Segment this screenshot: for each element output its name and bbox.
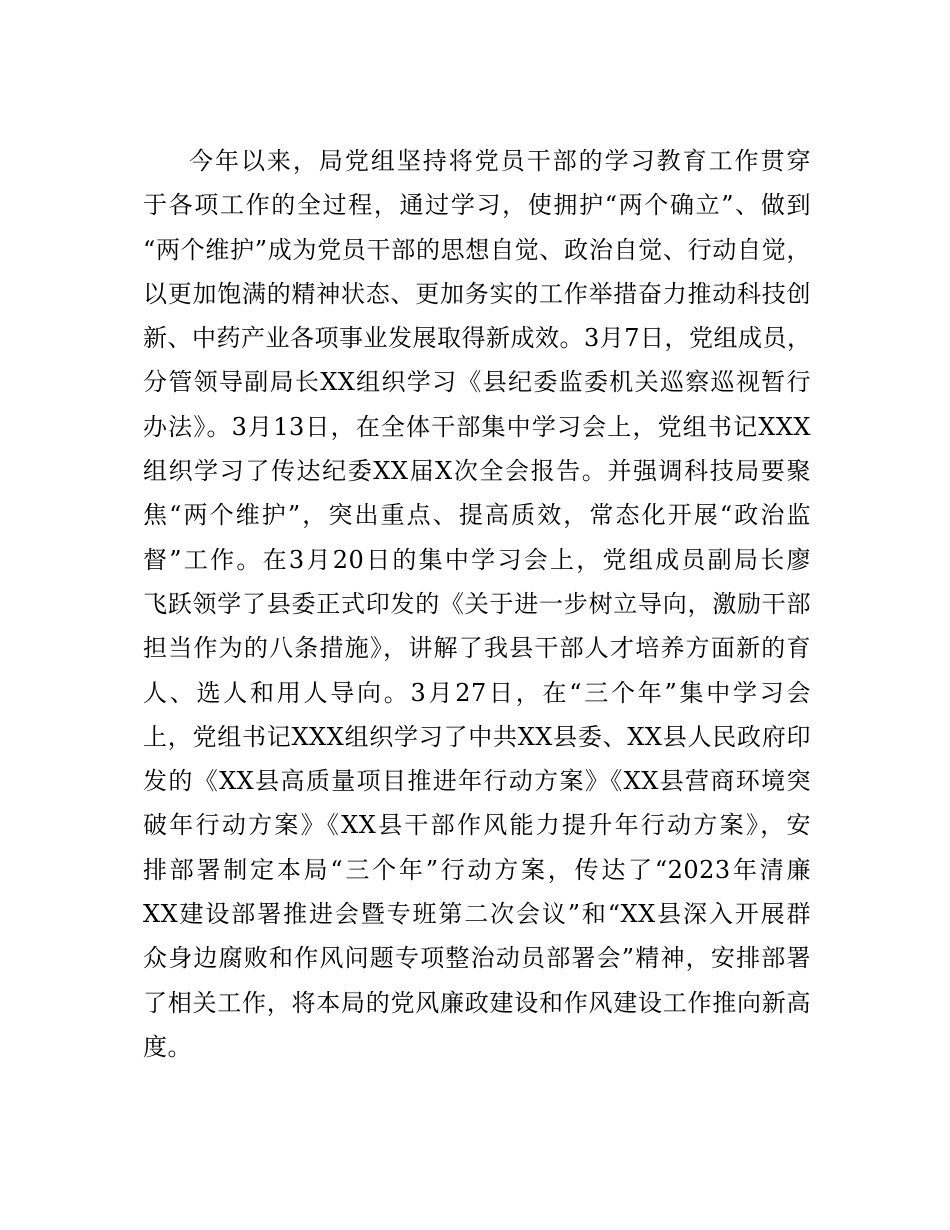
paragraph-line: 督”工作。在3月20日的集中学习会上，党组成员副局长廖 [143, 545, 811, 574]
paragraph-line: 飞跃领学了县委正式印发的《关于进一步树立导向，激励干部 [143, 589, 811, 618]
body-paragraph [143, 143, 811, 1073]
paragraph-line: XX建设部署推进会暨专班第二次会议”和“XX县深入开展群 [143, 900, 811, 929]
paragraph-line: “两个维护”成为党员干部的思想自觉、政治自觉、行动自觉， [143, 235, 811, 264]
paragraph-line: 焦“两个维护”，突出重点、提高质效，常态化开展“政治监 [143, 501, 811, 530]
paragraph-line: 发的《XX县高质量项目推进年行动方案》《XX县营商环境突 [143, 767, 811, 796]
paragraph-line: 众身边腐败和作风问题专项整治动员部署会”精神，安排部署 [143, 944, 811, 973]
paragraph-line: 人、选人和用人导向。3月27日，在“三个年”集中学习会 [143, 678, 811, 707]
paragraph-line: 以更加饱满的精神状态、更加务实的工作举措奋力推动科技创 [143, 279, 811, 308]
paragraph-line: 担当作为的八条措施》，讲解了我县干部人才培养方面新的育 [143, 634, 811, 663]
paragraph-line: 了相关工作，将本局的党风廉政建设和作风建设工作推向新高 [143, 988, 811, 1017]
paragraph-line: 分管领导副局长XX组织学习《县纪委监委机关巡察巡视暂行 [143, 368, 811, 397]
paragraph-line: 度。 [143, 1032, 192, 1061]
paragraph-line: 于各项工作的全过程，通过学习，使拥护“两个确立”、做到 [143, 191, 811, 220]
paragraph-line: 组织学习了传达纪委XX届X次全会报告。并强调科技局要聚 [143, 457, 811, 486]
paragraph-line: 办法》。3月13日，在全体干部集中学习会上，党组书记XXX [143, 412, 811, 441]
paragraph-line: 排部署制定本局“三个年”行动方案，传达了“2023年清廉 [143, 855, 811, 884]
paragraph-line: 今年以来，局党组坚持将党员干部的学习教育工作贯穿 [189, 147, 811, 175]
paragraph-line: 破年行动方案》《XX县干部作风能力提升年行动方案》，安 [143, 811, 811, 840]
paragraph-line: 上，党组书记XXX组织学习了中共XX县委、XX县人民政府印 [143, 722, 811, 751]
paragraph-line: 新、中药产业各项事业发展取得新成效。3月7日，党组成员， [143, 324, 812, 353]
